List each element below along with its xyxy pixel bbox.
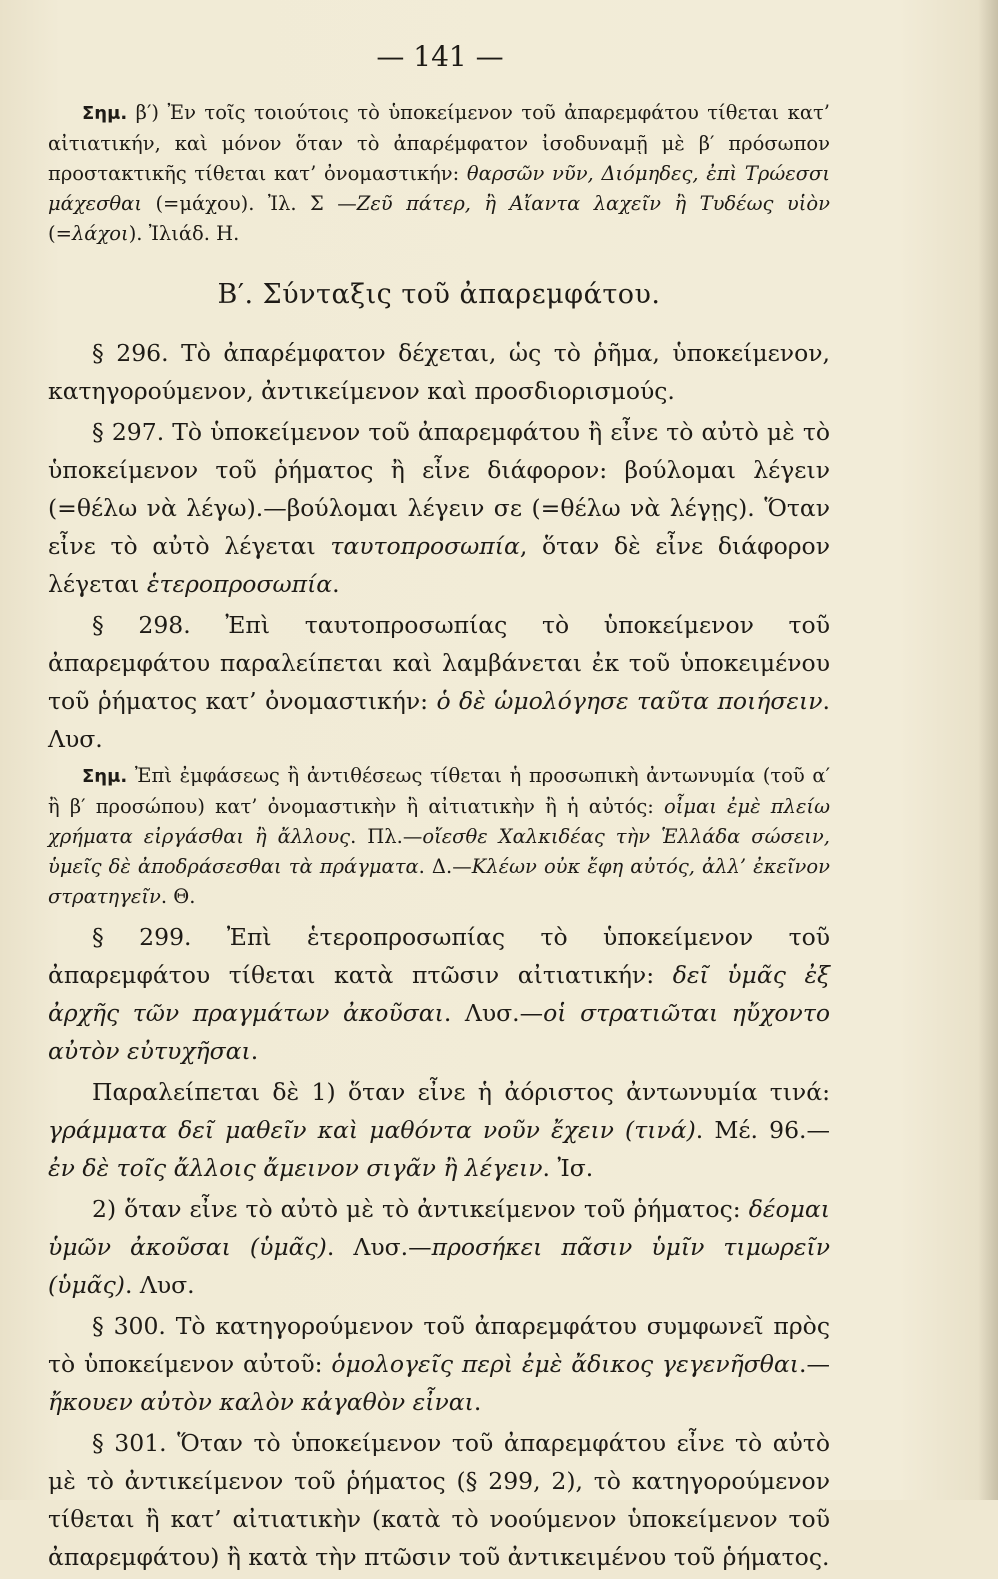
paragraph-text: . bbox=[250, 1037, 259, 1065]
note-example: οἶμαι ἐμὲ πλείω χρήματα εἰργάσθαι ἢ ἄλλους bbox=[48, 795, 830, 848]
term: ἑτεροπροσωπία bbox=[146, 570, 333, 598]
paragraph-text: 2) ὅταν εἶνε τὸ αὐτὸ μὲ τὸ ἀντικείμενον τοῦ ῥήματος: bbox=[92, 1195, 749, 1223]
paragraph-text: § 299. Ἐπὶ ἑτεροπροσωπίας τὸ ὑποκείμενον τοῦ ἀπαρεμφάτου τίθεται κατὰ πτῶσιν αἰτιατικήν: bbox=[48, 923, 830, 989]
example: οἱ στρατιῶται ηὔχοντο αὐτὸν εὐτυχῆσαι bbox=[48, 999, 830, 1065]
example: ὁμολογεῖς περὶ ἐμὲ ἄδικος γεγενῆσθαι bbox=[331, 1350, 799, 1378]
paragraph-text: .— bbox=[799, 1350, 830, 1378]
paragraph-299-omission-1 bbox=[48, 1073, 830, 1187]
term: ταυτοπροσωπία bbox=[330, 532, 520, 560]
example: προσήκει πᾶσιν ὑμῖν τιμωρεῖν (ὑμᾶς) bbox=[48, 1233, 830, 1299]
note-text: . Πλ.— bbox=[350, 825, 423, 848]
paragraph-297 bbox=[48, 413, 830, 603]
paragraph-298 bbox=[48, 606, 830, 758]
paragraph-text: § 300. Τὸ κατηγορούμενον τοῦ ἀπαρεμφάτου συμφωνεῖ πρὸς τὸ ὑποκείμενον αὐτοῦ: bbox=[48, 1312, 830, 1378]
note-text: . Θ. bbox=[160, 885, 196, 908]
paragraph-text: . bbox=[473, 1388, 482, 1416]
paragraph-text: § 298. Ἐπὶ ταυτοπροσωπίας τὸ ὑποκείμενον τοῦ ἀπαρεμφάτου παραλείπεται καὶ λαμβάνεται ἐκ τοῦ ὑποκειμένου τοῦ ῥήματος κατ’ ὀνομαστικήν: bbox=[48, 611, 830, 715]
section-heading: Β′. Σύνταξις τοῦ ἀπαρεμφάτου. bbox=[217, 279, 661, 310]
paragraph-299-omission-2 bbox=[48, 1190, 830, 1304]
note-text: ). Ἰλιάδ. Η. bbox=[128, 222, 240, 245]
paragraph-text: , ὅταν δὲ εἶνε διάφορον λέγεται bbox=[48, 532, 830, 598]
paragraph-300 bbox=[48, 1307, 830, 1421]
note-example: θαρσῶν νῦν, Διόμηδες, ἐπὶ Τρώεσσι μάχεσθαι bbox=[48, 162, 830, 215]
example: ὁ δὲ ὡμολόγησε ταῦτα ποιήσειν bbox=[436, 687, 823, 715]
paragraph-text: . Λυσ. bbox=[124, 1271, 195, 1299]
note-example: Κλέων οὐκ ἔφη αὐτός, ἀλλ’ ἐκεῖνον στρατηγεῖν bbox=[48, 855, 830, 908]
note-label: Σημ. bbox=[82, 103, 128, 124]
note-label: Σημ. bbox=[82, 766, 128, 787]
page-gutter-shadow bbox=[978, 0, 998, 1500]
paragraph-text: § 297. Τὸ ὑποκείμενον τοῦ ἀπαρεμφάτου ἢ εἶνε τὸ αὐτὸ μὲ τὸ ὑποκείμενον τοῦ ῥήματος ἢ εἶνε διάφορον: βούλομαι λέγειν (=θέλω νὰ λέγω).—βούλομαι λέγειν σε (=θέλω νὰ λέγῃς). Ὅταν εἶνε τὸ αὐτὸ λέγεται bbox=[48, 418, 830, 560]
note-paragraph bbox=[48, 761, 830, 912]
paragraph-text: . Λυσ.— bbox=[326, 1233, 432, 1261]
example: δέομαι ὑμῶν ἀκοῦσαι (ὑμᾶς) bbox=[48, 1195, 830, 1261]
example: ἤκουεν αὐτὸν καλὸν κἀγαθὸν εἶναι bbox=[48, 1388, 474, 1416]
paragraph-text: . Ἰσ. bbox=[542, 1154, 594, 1182]
note-text: (= bbox=[48, 222, 72, 245]
note-example: οἴεσθε Χαλκιδέας τὴν Ἑλλάδα σώσειν, ὑμεῖς δὲ ἀποδράσεσθαι τὰ πράγματα bbox=[48, 825, 830, 878]
note-example: λάχοι bbox=[71, 222, 129, 245]
note-text: Ἐπὶ ἐμφάσεως ἢ ἀντιθέσεως τίθεται ἡ προσωπικὴ ἀντωνυμία (τοῦ α′ ἢ β′ προσώπου) κατ’ ὀνομαστικὴν ἢ αἰτιατικὴν ἢ ἡ αὐτός: bbox=[48, 764, 830, 818]
paragraph-text: Παραλείπεται δὲ 1) ὅταν εἶνε ἡ ἀόριστος ἀντωνυμία τινά: bbox=[92, 1078, 830, 1106]
note-example: Ζεῦ πάτερ, ἢ Αἴαντα λαχεῖν ἢ Τυδέως υἱὸν bbox=[356, 192, 830, 215]
note-text: β′) Ἐν τοῖς τοιούτοις τὸ ὑποκείμενον τοῦ ἀπαρεμφάτου τίθεται κατ’ αἰτιατικήν, καὶ μόνον ὅταν τὸ ἀπαρέμφατον ἰσοδυναμῇ μὲ β′ πρόσωπον προστακτικῆς τίθεται κατ’ ὀνομαστικήν: bbox=[48, 101, 830, 185]
example: ἐν δὲ τοῖς ἄλλοις ἄμεινον σιγᾶν ἢ λέγειν bbox=[48, 1154, 543, 1182]
paragraph-text: . Μέ. 96.— bbox=[695, 1116, 830, 1144]
paragraph-text: . bbox=[332, 570, 340, 598]
paragraph-text: . Λυσ. bbox=[48, 687, 830, 753]
page-body bbox=[48, 98, 830, 1579]
paragraph-296: § 296. Τὸ ἀπαρέμφατον δέχεται, ὡς τὸ ῥῆμα, ὑποκείμενον, κατηγορούμενον, ἀντικείμενον καὶ προσδιορισμούς. bbox=[48, 339, 830, 405]
paragraph-text: . Λυσ.— bbox=[443, 999, 544, 1027]
example: γράμματα δεῖ μαθεῖν καὶ μαθόντα νοῦν ἔχειν (τινά) bbox=[48, 1116, 696, 1144]
paragraph-301: § 301. Ὅταν τὸ ὑποκείμενον τοῦ ἀπαρεμφάτου εἶνε τὸ αὐτὸ μὲ τὸ ἀντικείμενον τοῦ ῥήματος (§ 299, 2), τὸ κατηγορούμενον τίθεται ἢ κατ’ αἰτιατικὴν (κατὰ τὸ νοούμενον ὑποκείμενον τοῦ ἀπαρεμφάτου) ἢ κατὰ τὴν πτῶσιν τοῦ ἀντικειμένου τοῦ ῥήματος. bbox=[48, 1429, 830, 1571]
example: δεῖ ὑμᾶς ἐξ ἀρχῆς τῶν πραγμάτων ἀκοῦσαι bbox=[48, 961, 830, 1027]
note-text: . Δ.— bbox=[418, 855, 472, 878]
note-text: (=μάχου). Ἰλ. Σ — bbox=[142, 192, 357, 215]
paragraph-299 bbox=[48, 918, 830, 1070]
page-number: — 141 — bbox=[376, 40, 504, 73]
note-paragraph bbox=[48, 98, 830, 249]
